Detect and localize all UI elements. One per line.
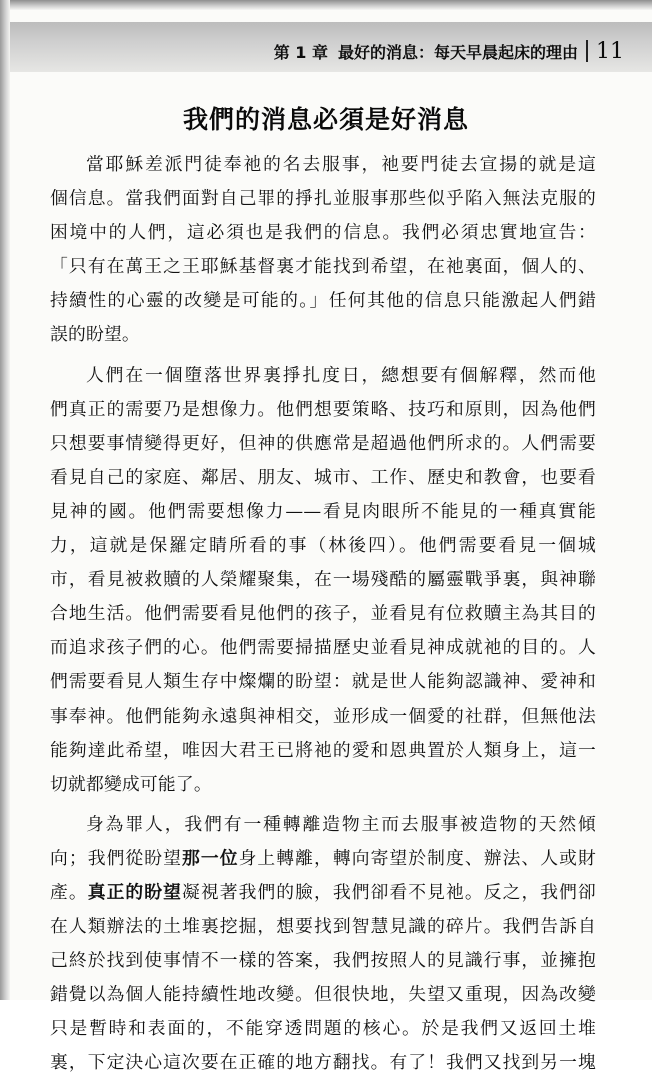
text-span: 向；我們從盼望 [50,847,182,869]
running-head [274,36,624,66]
text-line: 個信息。當我們面對自己罪的掙扎並服事那些似乎陷入無法克服的 [50,188,596,210]
text-line [50,1046,596,1080]
chapter-title: 最好的消息：每天早晨起床的理由 [337,42,578,62]
text-line: 「只有在萬王之王耶穌基督裏才能找到希望，在祂裏面，個人的、 [50,256,596,278]
text-line: 見神的國。他們需要想像力——看見肉眼所不能見的一種真實能 [50,500,596,522]
page-gutter-shadow [0,0,10,1000]
text-span: 裏，下定決心這次要在正確的地方翻找。有了！我們又找到另一塊 [50,1052,596,1074]
text-span: 只是暫時和表面的，不能穿透問題的核心。於是我們又返回土堆 [50,1018,596,1040]
paragraph-2 [50,359,596,802]
text-line: 切就都變成可能了。 [50,773,212,795]
page-number: 11 [596,38,624,64]
header-divider [586,40,588,62]
emphasis-text: 真正的盼望 [87,881,183,903]
text-line: 們真正的需要乃是想像力。他們想要策略、技巧和原則，因為他們 [50,398,596,420]
text-line: 誤的盼望。 [50,324,140,346]
paragraph-3 [50,808,596,1081]
text-line: 當耶穌差派門徒奉祂的名去服事，祂要門徒去宣揚的就是這 [86,154,596,175]
body-text [50,148,596,1081]
text-line [50,876,596,910]
text-span: 錯覺以為個人能持續性地改變。但很快地，失望又重現，因為改變 [50,984,596,1006]
text-span: 在人類辦法的土堆裏挖掘，想要找到智慧見識的碎片。我們告訴自 [50,916,596,938]
text-span: 產。 [50,881,88,903]
text-line [50,842,596,876]
chapter-label: 第 1 章 [273,42,328,62]
text-line: 市，看見被救贖的人榮耀聚集，在一場殘酷的屬靈戰爭裏，與神聯 [50,569,596,591]
text-span: 身上轉離，轉向寄望於制度、辦法、人或財 [238,847,596,869]
text-line: 合地生活。他們需要看見他們的孩子，並看見有位救贖主為其目的 [50,603,596,625]
text-line [50,808,596,842]
text-span: 己終於找到使事情不一樣的答案，我們按照人的見識行事，並擁抱 [50,950,596,972]
text-line [50,910,596,944]
text-line: 們需要看見人類生存中燦爛的盼望：就是世人能夠認識神、愛神和 [50,671,596,693]
text-line: 能夠達此希望，唯因大君王已將祂的愛和恩典置於人類身上，這一 [50,739,596,761]
text-line: 人們在一個墮落世界裏掙扎度日，總想要有個解釋，然而他 [86,364,596,386]
text-line: 持續性的心靈的改變是可能的。」任何其他的信息只能激起人們錯 [50,290,596,312]
text-span: 凝視著我們的臉，我們卻看不見祂。反之，我們卻 [182,881,596,903]
paragraph-1 [50,148,596,353]
text-span: 身為罪人，我們有一種轉離造物主而去服事被造物的天然傾 [86,813,596,835]
page-top-shadow [0,0,652,10]
text-line: 而追求孩子們的心。他們需要掃描歷史並看見神成就祂的目的。人 [50,637,596,659]
text-line [50,978,596,1012]
text-line [50,944,596,978]
text-line: 事奉神。他們能夠永遠與神相交，並形成一個愛的社群，但無他法 [50,705,596,727]
section-title: 我們的消息必須是好消息 [182,105,469,134]
text-line [50,1012,596,1046]
text-line: 只想要事情變得更好，但神的供應常是超過他們所求的。人們需要 [50,432,596,454]
text-line: 力，這就是保羅定睛所看的事（林後四）。他們需要看見一個城 [50,535,596,557]
emphasis-text: 那一位 [182,847,239,869]
text-line: 看見自己的家庭、鄰居、朋友、城市、工作、歷史和教會，也要看 [50,466,596,488]
text-line: 困境中的人們，這必須也是我們的信息。我們必須忠實地宣告： [50,222,596,244]
